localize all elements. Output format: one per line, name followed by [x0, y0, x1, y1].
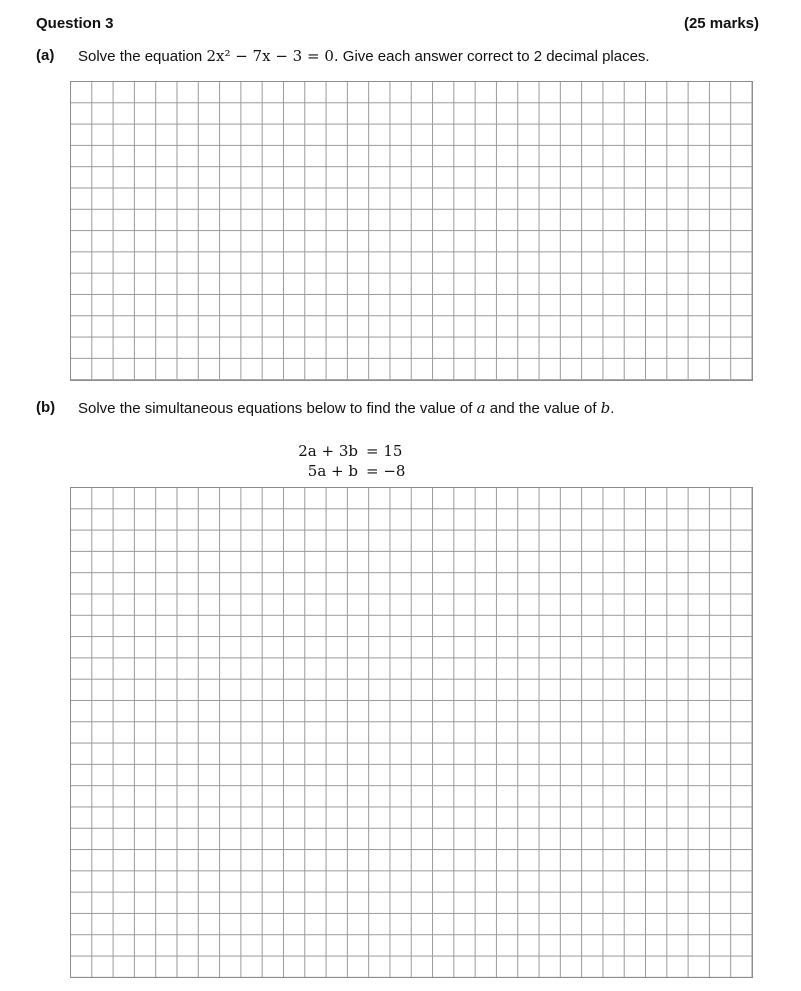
simultaneous-equation-2 [290, 462, 405, 480]
part-a-answer-grid[interactable] [70, 81, 753, 381]
part-b-var-a: a [476, 399, 486, 417]
part-b-var-b: b [600, 399, 611, 417]
question-marks: (25 marks) [683, 15, 759, 32]
part-b-text-1: Solve the simultaneous equations below to find the value of [78, 400, 473, 417]
part-a-equation: 2x² − 7x − 3 = 0. [206, 47, 339, 65]
equation-1-rhs: = 15 [366, 442, 403, 460]
equation-2-lhs: 5a + b [307, 462, 358, 480]
part-b-text-2: and the value of [489, 400, 597, 417]
part-b-label: (b) [36, 399, 56, 416]
part-b-text-3: . [610, 400, 615, 417]
part-a-label: (a) [36, 47, 55, 64]
simultaneous-equation-1 [290, 442, 402, 460]
question-title: Question 3 [36, 15, 114, 32]
part-b-answer-grid[interactable] [70, 487, 753, 978]
part-a-question [78, 47, 650, 65]
part-a-text-before: Solve the equation [78, 48, 203, 65]
equation-1-lhs: 2a + 3b [298, 442, 358, 460]
part-a-text-after: Give each answer correct to 2 decimal places. [342, 48, 650, 65]
part-b-question [78, 399, 614, 417]
equation-2-rhs: = −8 [366, 462, 406, 480]
